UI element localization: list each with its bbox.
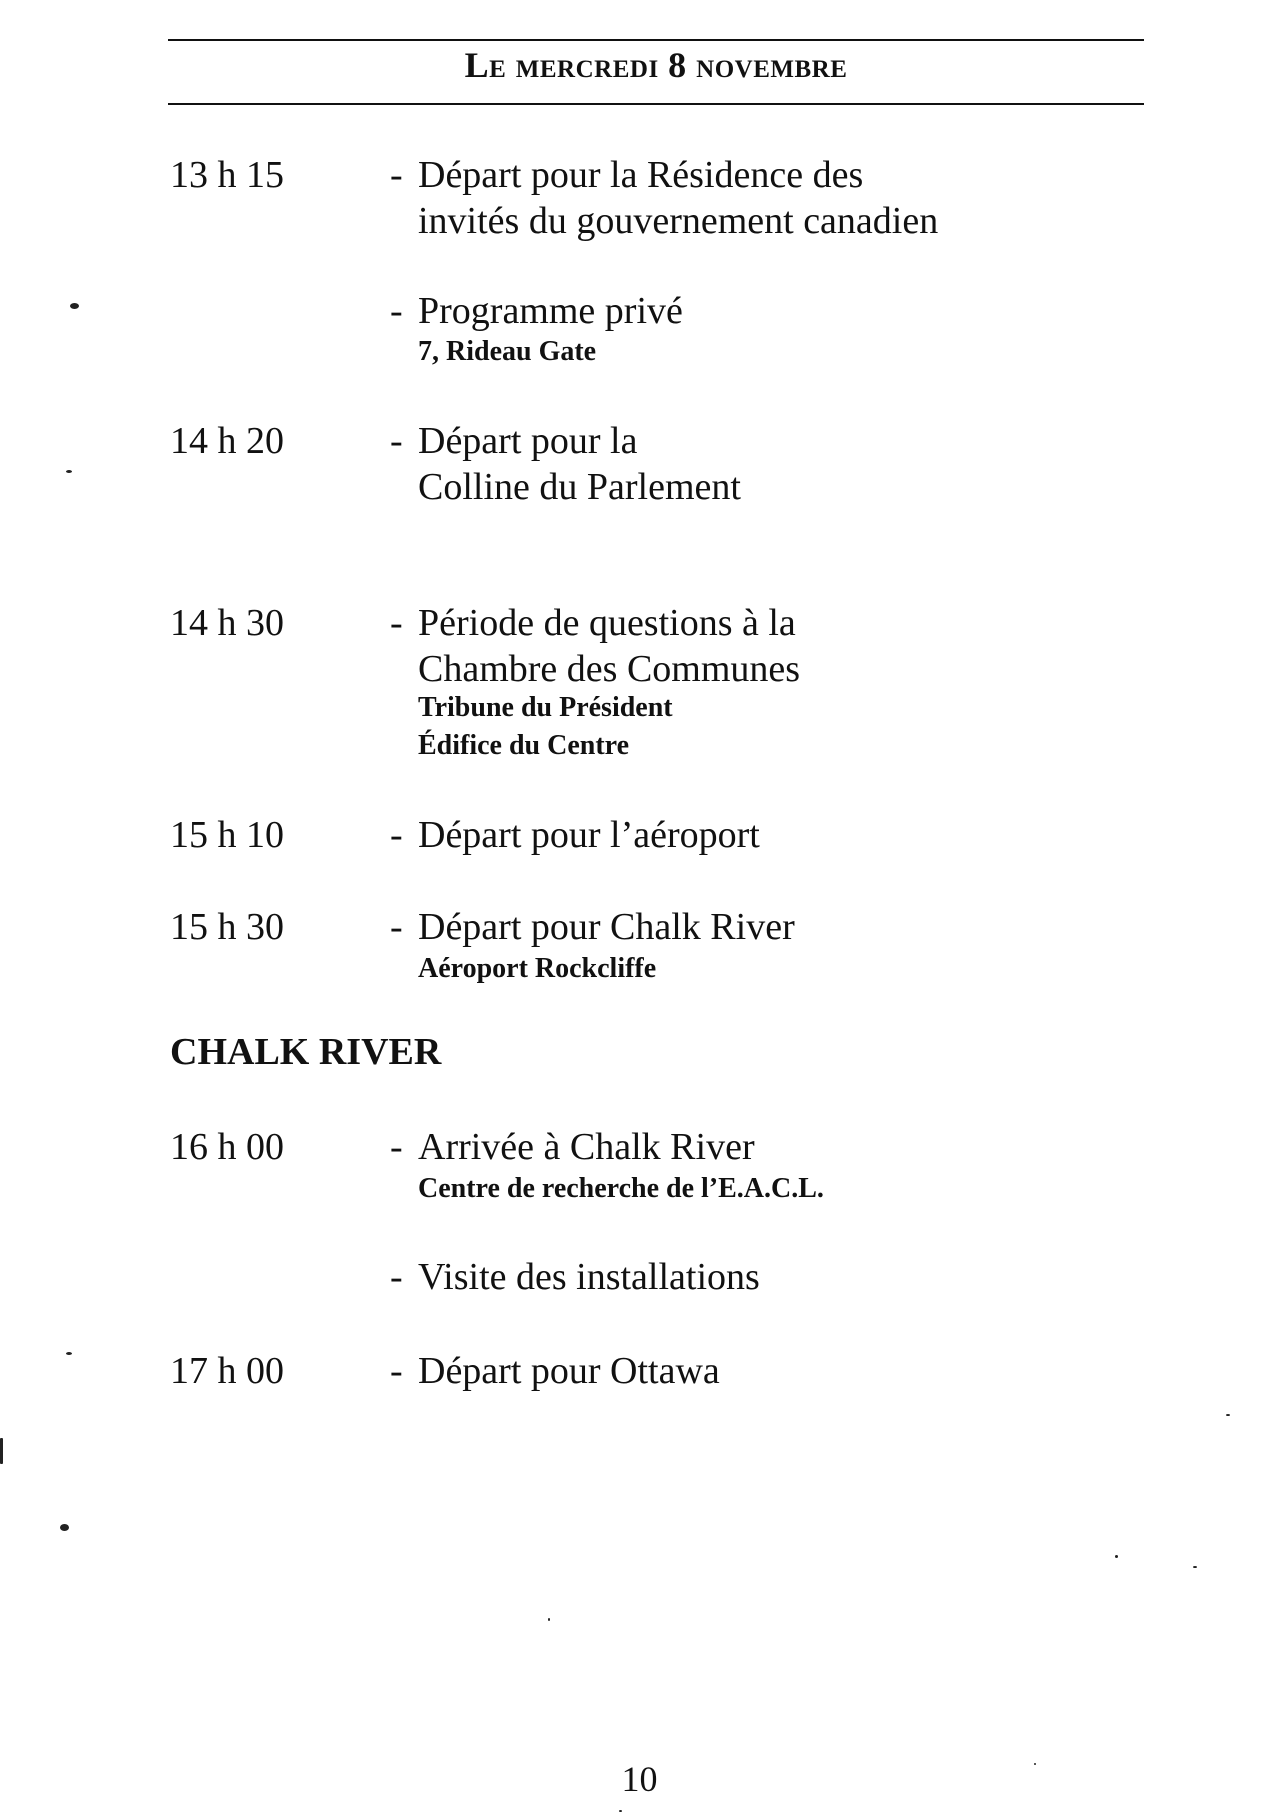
entry-time: 16 h 00 (170, 1126, 284, 1168)
scan-speck (1193, 1566, 1197, 1568)
item-dash: - (390, 906, 403, 948)
entry-time: 17 h 00 (170, 1350, 284, 1392)
item-dash: - (390, 814, 403, 856)
item-dash: - (390, 602, 403, 644)
scan-speck (66, 1352, 72, 1355)
item-dash: - (390, 1256, 403, 1298)
activity-line: Arrivée à Chalk River (418, 1126, 755, 1168)
entry-time: 15 h 10 (170, 814, 284, 856)
entry-location: Centre de recherche de l’E.A.C.L. (418, 1173, 824, 1204)
entry-location: Édifice du Centre (418, 730, 630, 761)
activity-line: Départ pour Ottawa (418, 1350, 720, 1392)
scan-speck (70, 303, 79, 309)
scan-speck (619, 1810, 622, 1812)
activity-line: Départ pour la (418, 420, 638, 462)
entry-time: 14 h 30 (170, 602, 284, 644)
activity-line: Période de questions à la (418, 602, 796, 644)
entry-time: 14 h 20 (170, 420, 284, 462)
item-dash: - (390, 1126, 403, 1168)
item-dash: - (390, 1350, 403, 1392)
page-title: Le mercredi 8 novembre (464, 45, 848, 85)
scan-speck (1226, 1414, 1230, 1416)
entry-activity (390, 152, 938, 244)
scan-speck (548, 1618, 550, 1621)
activity-line: invités du gouvernement canadien (418, 200, 939, 242)
section-heading: CHALK RIVER (170, 1031, 442, 1073)
entry-activity (390, 1348, 720, 1394)
header-top-rule (168, 39, 1144, 41)
entry-time: 13 h 15 (170, 154, 284, 196)
item-dash: - (390, 290, 403, 332)
page-number: 10 (621, 1759, 658, 1799)
entry-location: Tribune du Président (418, 692, 673, 723)
entry-activity (390, 1254, 760, 1300)
item-dash: - (390, 420, 403, 462)
entry-location: Aéroport Rockcliffe (418, 953, 657, 984)
scan-speck (1115, 1555, 1118, 1558)
item-dash: - (390, 154, 403, 196)
activity-line: Départ pour la Résidence des (418, 154, 864, 196)
entry-activity (390, 600, 800, 692)
scan-speck (60, 1524, 69, 1531)
activity-line: Départ pour l’aéroport (418, 814, 760, 856)
activity-line: Visite des installations (418, 1256, 760, 1298)
scan-speck (66, 470, 72, 473)
entry-activity (390, 288, 683, 334)
entry-location: 7, Rideau Gate (418, 336, 597, 367)
header-bottom-rule (168, 103, 1144, 105)
entry-activity (390, 904, 795, 950)
activity-line: Colline du Parlement (418, 466, 741, 508)
entry-activity (390, 418, 741, 510)
entry-activity (390, 1124, 755, 1170)
scan-speck (0, 1438, 3, 1464)
entry-time: 15 h 30 (170, 906, 284, 948)
activity-line: Chambre des Communes (418, 648, 801, 690)
activity-line: Départ pour Chalk River (418, 906, 795, 948)
scan-speck (1034, 1763, 1036, 1765)
activity-line: Programme privé (418, 290, 683, 332)
entry-activity (390, 812, 760, 858)
